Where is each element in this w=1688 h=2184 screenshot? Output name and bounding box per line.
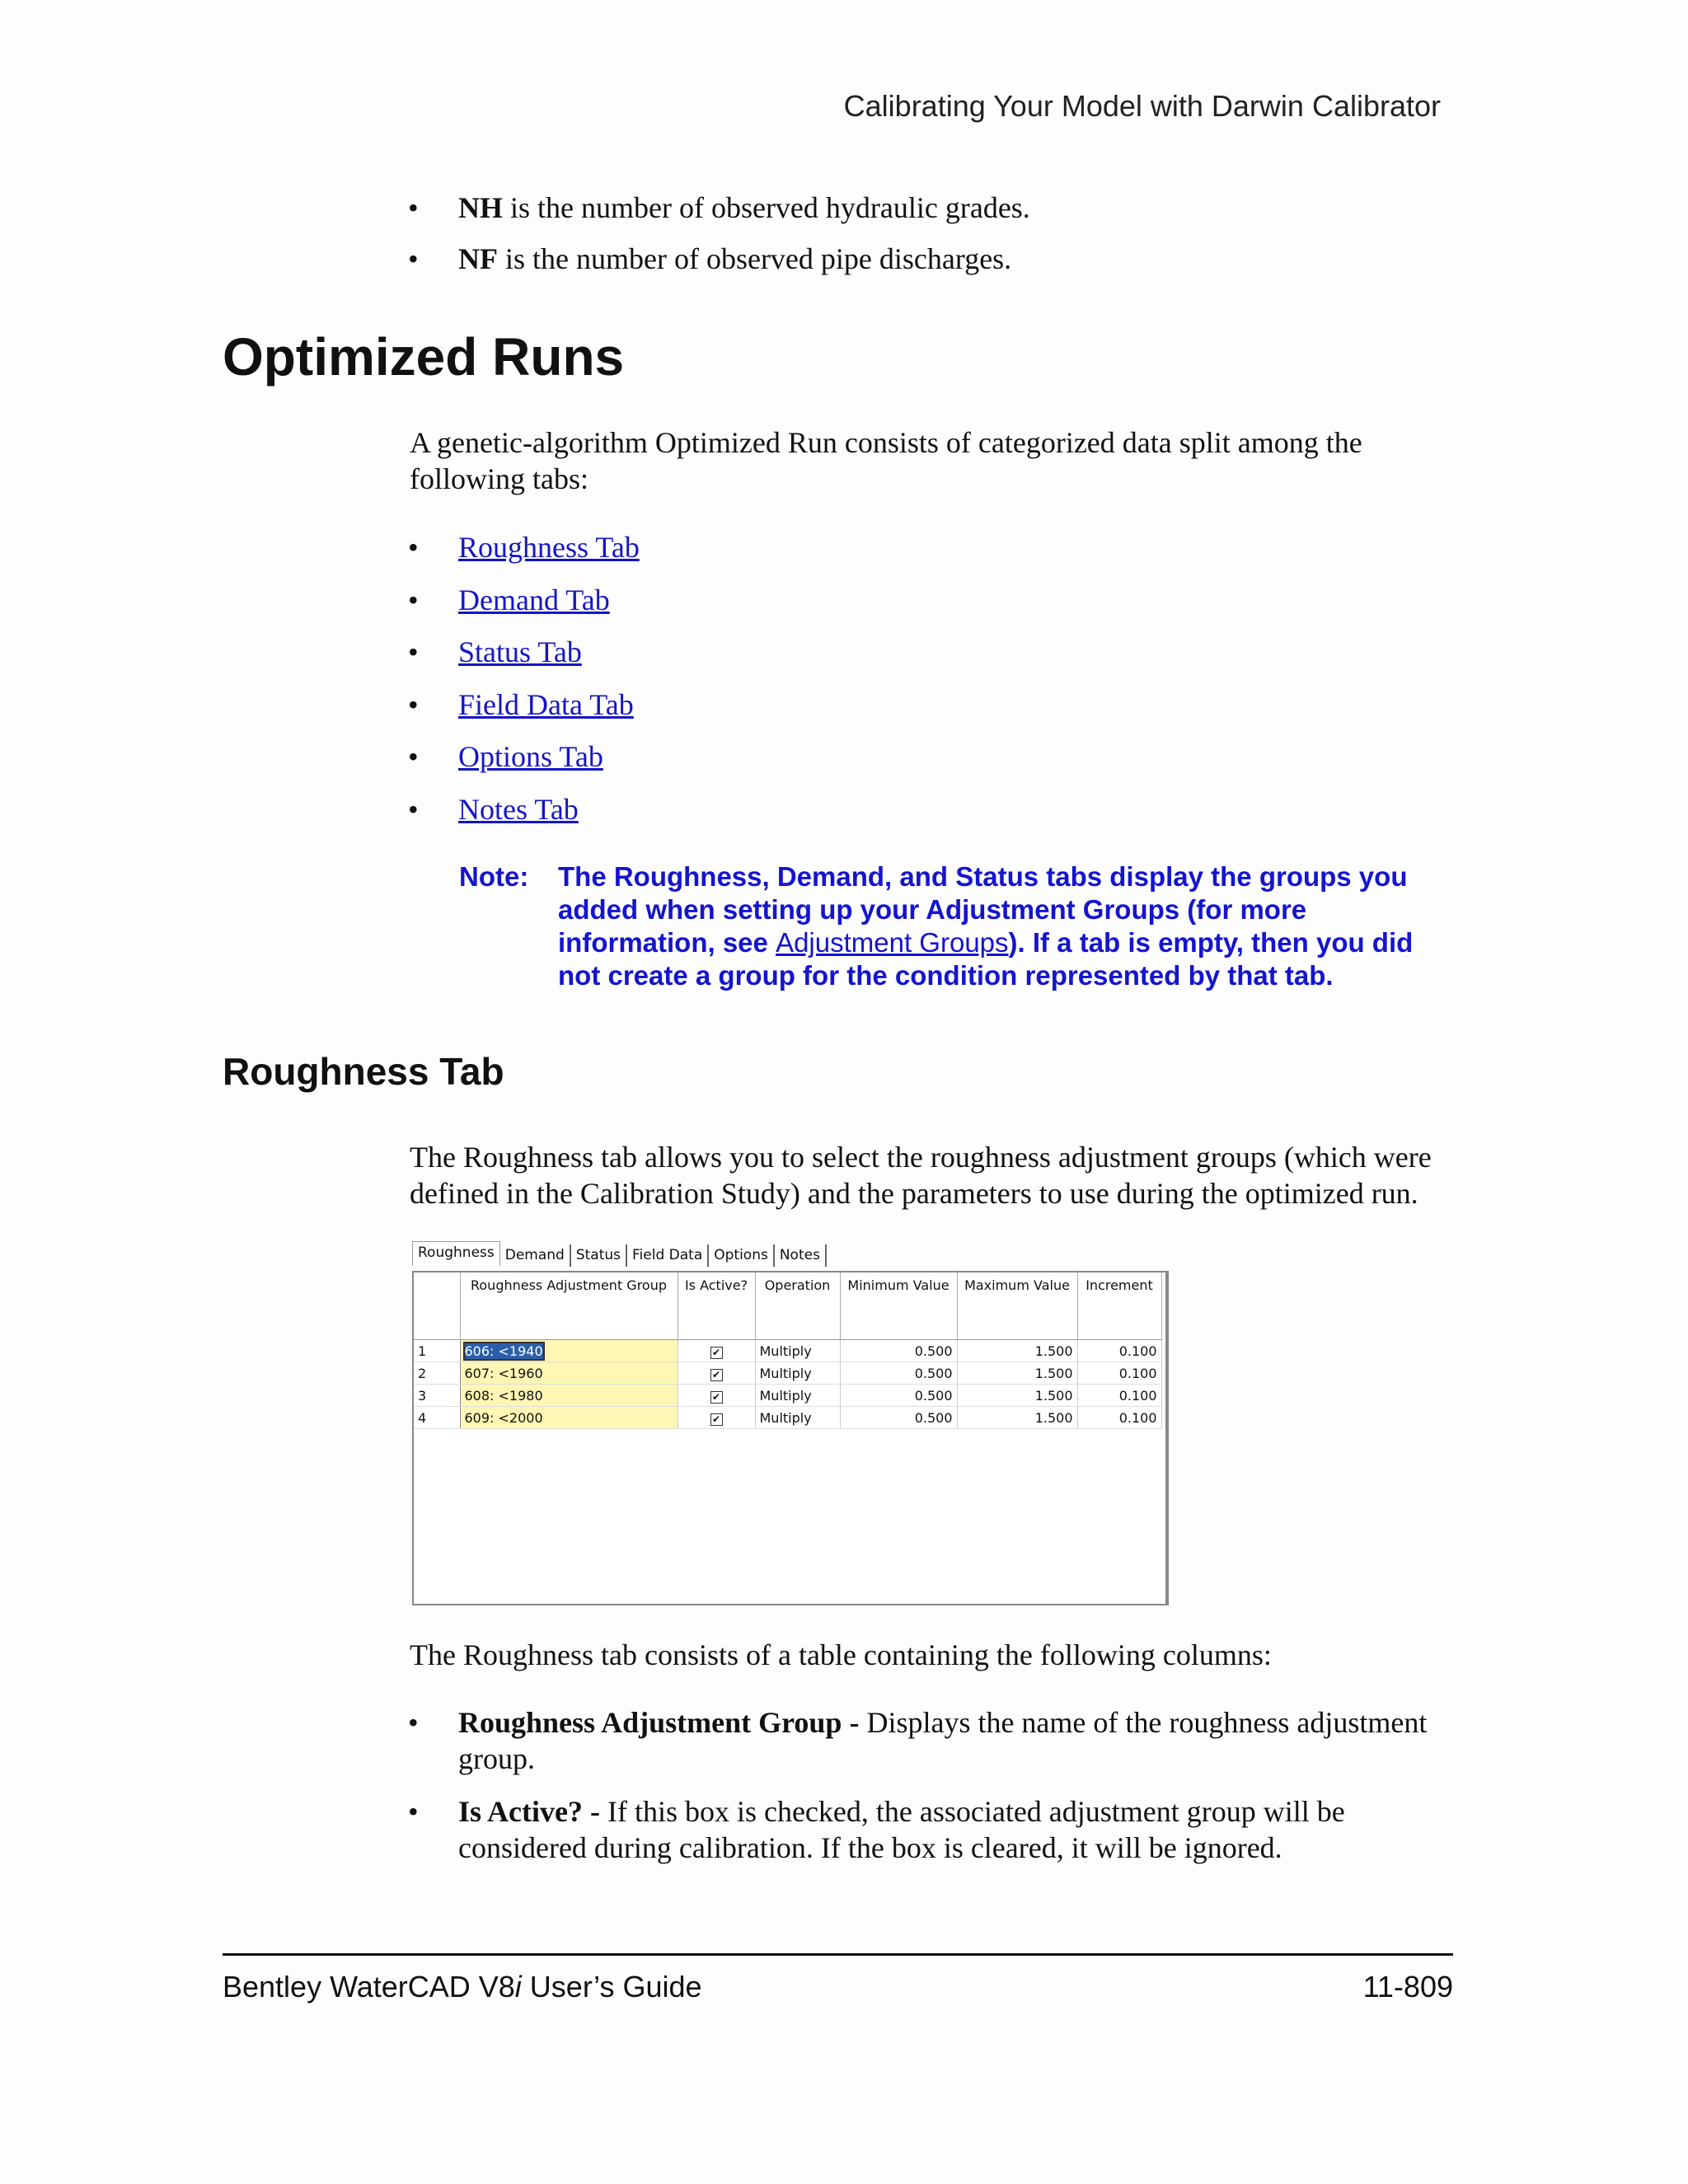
bullet-icon: • xyxy=(408,688,419,721)
subsection-intro: The Roughness tab allows you to select the roughness adjustment groups (which were defined in the Calibration Study) and the parameters to use during the optimized run. xyxy=(410,1141,1432,1210)
roughness-table xyxy=(414,1272,1162,1429)
bullet-icon: • xyxy=(408,740,419,773)
increment-cell[interactable]: 0.100 xyxy=(1077,1385,1161,1407)
column-term: Roughness Adjustment Group - xyxy=(458,1706,867,1739)
checkbox-checked-icon[interactable]: ✔ xyxy=(710,1391,723,1404)
col-header-group[interactable]: Roughness Adjustment Group xyxy=(460,1272,678,1340)
note-label: Note: xyxy=(459,861,529,892)
bullet-icon: • xyxy=(408,242,419,275)
bullet-icon: • xyxy=(408,1706,419,1739)
tab-demand[interactable]: Demand xyxy=(500,1244,571,1267)
row-id: 1 xyxy=(414,1340,460,1362)
notes-tab-link[interactable]: Notes Tab xyxy=(458,793,579,826)
footer-title-prefix: Bentley WaterCAD V8 xyxy=(223,1970,515,2004)
checkbox-checked-icon[interactable]: ✔ xyxy=(710,1347,723,1359)
bullet-icon: • xyxy=(408,635,419,668)
after-table-text: The Roughness tab consists of a table containing the following columns: xyxy=(410,1638,1272,1671)
roughness-tab-link[interactable]: Roughness Tab xyxy=(458,531,640,564)
col-header-min[interactable]: Minimum Value xyxy=(840,1272,957,1340)
col-header-operation[interactable]: Operation xyxy=(755,1272,840,1340)
bullet-icon: • xyxy=(408,531,419,564)
term-nh-desc: is the number of observed hydraulic grades. xyxy=(503,191,1030,224)
running-header: Calibrating Your Model with Darwin Calibrator xyxy=(843,89,1441,123)
section-title: Optimized Runs xyxy=(223,327,625,387)
increment-cell[interactable]: 0.100 xyxy=(1077,1407,1161,1429)
subsection-title: Roughness Tab xyxy=(223,1050,504,1093)
term-nh: NH xyxy=(458,191,503,224)
operation-cell[interactable]: Multiply xyxy=(755,1385,840,1407)
tab-notes[interactable]: Notes xyxy=(775,1244,827,1267)
min-cell[interactable]: 0.500 xyxy=(840,1340,957,1362)
min-cell[interactable]: 0.500 xyxy=(840,1385,957,1407)
active-cell[interactable] xyxy=(678,1340,755,1362)
roughness-tab-screenshot xyxy=(412,1244,1175,1607)
table-row[interactable] xyxy=(414,1385,1161,1407)
term-nf: NF xyxy=(458,242,498,275)
options-tab-link[interactable]: Options Tab xyxy=(458,740,603,773)
section-intro: A genetic-algorithm Optimized Run consists of categorized data split among the following tabs: xyxy=(410,426,1362,495)
bullet-icon: • xyxy=(408,793,419,826)
adjustment-groups-link[interactable]: Adjustment Groups xyxy=(776,927,1009,958)
col-header-increment[interactable]: Increment xyxy=(1077,1272,1161,1340)
note-text-after: ). If a tab is empty, then you did not create a group for the condition represented by that tab. xyxy=(558,927,1414,991)
max-cell[interactable]: 1.500 xyxy=(957,1362,1077,1385)
col-header-active[interactable]: Is Active? xyxy=(678,1272,755,1340)
row-id: 2 xyxy=(414,1362,460,1385)
checkbox-checked-icon[interactable]: ✔ xyxy=(710,1369,723,1381)
increment-cell[interactable]: 0.100 xyxy=(1077,1340,1161,1362)
tab-roughness[interactable]: Roughness xyxy=(412,1241,500,1266)
bullet-icon: • xyxy=(408,583,419,616)
table-row[interactable] xyxy=(414,1340,1161,1362)
bullet-icon: • xyxy=(408,1795,419,1828)
group-value: 606: <1940 xyxy=(464,1343,543,1359)
increment-cell[interactable]: 0.100 xyxy=(1077,1362,1161,1385)
active-cell[interactable] xyxy=(678,1362,755,1385)
operation-cell[interactable]: Multiply xyxy=(755,1362,840,1385)
footer-rule xyxy=(223,1953,1453,1956)
max-cell[interactable]: 1.500 xyxy=(957,1385,1077,1407)
row-header-corner xyxy=(414,1272,460,1340)
checkbox-checked-icon[interactable]: ✔ xyxy=(710,1413,723,1426)
tab-status[interactable]: Status xyxy=(571,1244,627,1267)
table-row[interactable] xyxy=(414,1362,1161,1385)
column-desc: If this box is checked, the associated adjustment group will be considered during calibration. If the box is cleared, it will be ignored. xyxy=(458,1795,1345,1864)
operation-cell[interactable]: Multiply xyxy=(755,1407,840,1429)
group-cell[interactable]: 608: <1980 xyxy=(460,1385,678,1407)
tab-options[interactable]: Options xyxy=(709,1244,775,1267)
column-desc: Displays the name of the roughness adjustment group. xyxy=(458,1706,1428,1775)
footer-title xyxy=(223,1970,702,2004)
term-nf-desc: is the number of observed pipe discharges. xyxy=(498,242,1012,275)
footer-title-italic: i xyxy=(514,1970,522,2004)
field-data-tab-link[interactable]: Field Data Tab xyxy=(458,688,634,721)
note-text-before: The Roughness, Demand, and Status tabs display the groups you added when setting up your Adjustment Groups (for more information, see xyxy=(558,861,1408,958)
max-cell[interactable]: 1.500 xyxy=(957,1340,1077,1362)
demand-tab-link[interactable]: Demand Tab xyxy=(458,583,610,616)
row-id: 3 xyxy=(414,1385,460,1407)
roughness-grid xyxy=(412,1271,1169,1605)
note-text xyxy=(558,860,1448,992)
row-id: 4 xyxy=(414,1407,460,1429)
table-row[interactable] xyxy=(414,1407,1161,1429)
active-cell[interactable] xyxy=(678,1407,755,1429)
group-cell[interactable]: 609: <2000 xyxy=(460,1407,678,1429)
tab-strip xyxy=(412,1244,827,1269)
status-tab-link[interactable]: Status Tab xyxy=(458,635,582,668)
group-cell[interactable]: 607: <1960 xyxy=(460,1362,678,1385)
page-number: 11-809 xyxy=(1362,1970,1453,2004)
bullet-icon: • xyxy=(408,191,419,224)
footer-title-suffix: User’s Guide xyxy=(521,1970,702,2004)
min-cell[interactable]: 0.500 xyxy=(840,1407,957,1429)
operation-cell[interactable]: Multiply xyxy=(755,1340,840,1362)
active-cell[interactable] xyxy=(678,1385,755,1407)
column-term: Is Active? - xyxy=(458,1795,607,1828)
min-cell[interactable]: 0.500 xyxy=(840,1362,957,1385)
group-cell[interactable] xyxy=(460,1340,678,1362)
col-header-max[interactable]: Maximum Value xyxy=(957,1272,1077,1340)
max-cell[interactable]: 1.500 xyxy=(957,1407,1077,1429)
tab-field-data[interactable]: Field Data xyxy=(627,1244,709,1267)
